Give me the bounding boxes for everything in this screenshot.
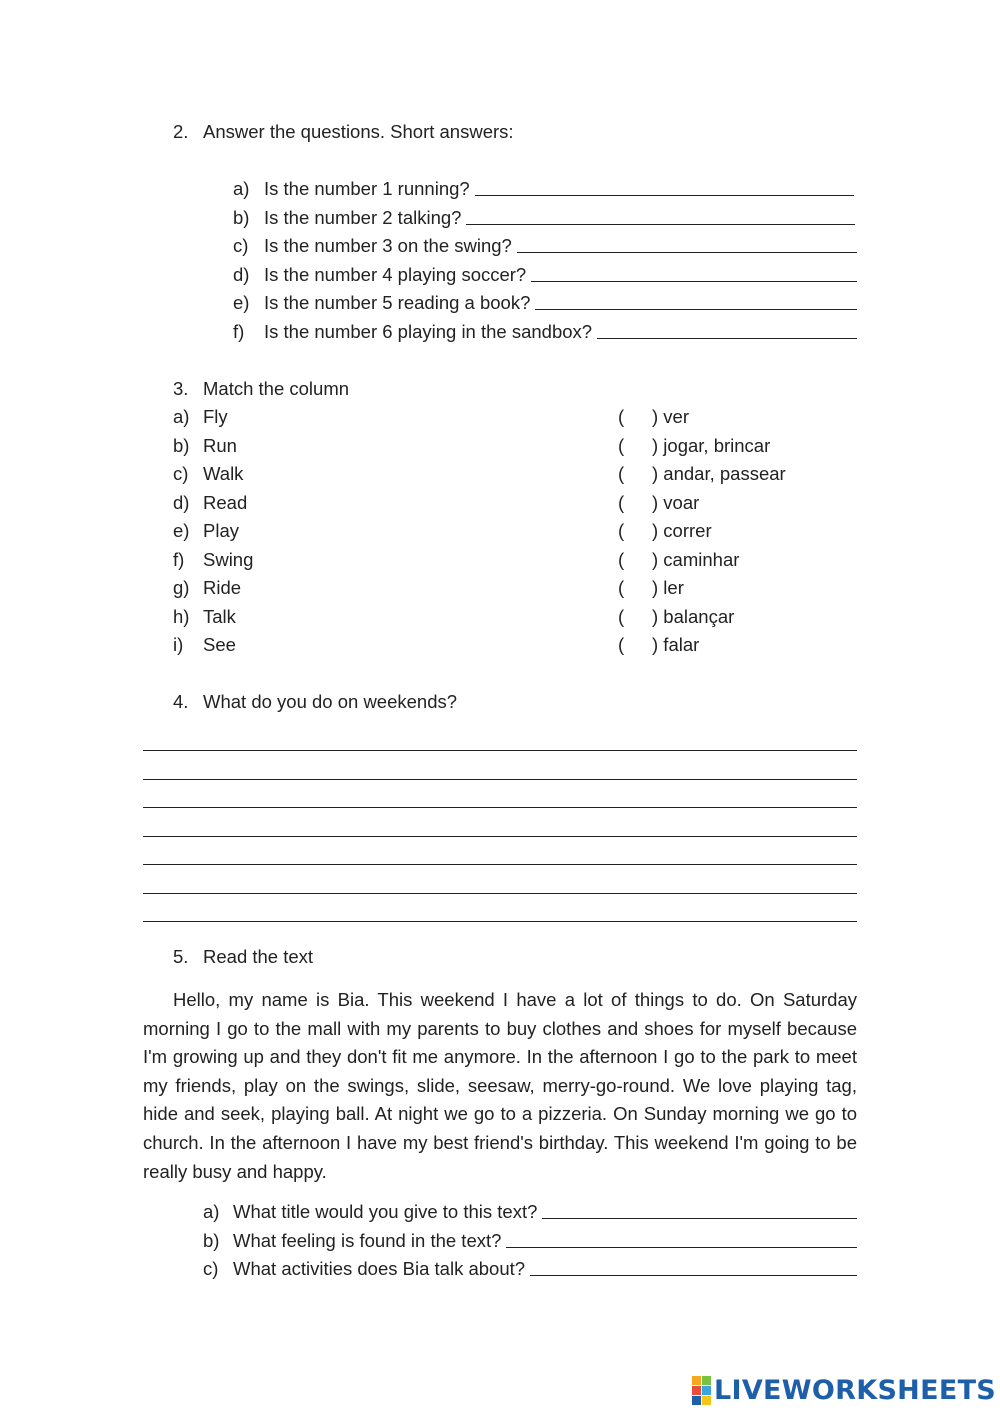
- match-translation: ) falar: [652, 634, 700, 655]
- match-word: Talk: [203, 606, 236, 627]
- q2-item-e: [264, 294, 857, 313]
- q5-item-letter: a): [203, 1201, 220, 1222]
- answer-line[interactable]: [530, 1275, 857, 1276]
- logo-block-icon: [692, 1386, 701, 1395]
- q5-item-b: [233, 1232, 857, 1251]
- match-word: See: [203, 634, 236, 655]
- q5-title: Read the text: [203, 946, 314, 967]
- match-word: Ride: [203, 577, 242, 598]
- match-letter: d): [173, 492, 190, 513]
- match-letter: h): [173, 606, 190, 627]
- match-letter: c): [173, 463, 189, 484]
- logo-block-icon: [702, 1396, 711, 1405]
- match-letter: g): [173, 577, 190, 598]
- q4-number: 4.: [173, 691, 189, 712]
- q5-item-text: What activities does Bia talk about?: [233, 1258, 526, 1279]
- match-translation: ) ler: [652, 577, 684, 598]
- writing-line[interactable]: [143, 921, 857, 922]
- q2-item-text: Is the number 5 reading a book?: [264, 292, 531, 313]
- q2-item-letter: a): [233, 178, 250, 199]
- q2-item-text: Is the number 3 on the swing?: [264, 235, 512, 256]
- q2-item-letter: f): [233, 321, 245, 342]
- answer-line[interactable]: [531, 281, 857, 282]
- q2-item-letter: c): [233, 235, 249, 256]
- reading-paragraph: Hello, my name is Bia. This weekend I have a lot of things to do. On Saturday morning I go to the mall with my parents to buy clothes and shoes for myself because I'm growing up and they don't fit me anymore. In the afternoon I go to the park to meet my friends, play on the swings, slide, seesaw, merry-go-round. We love playing tag, hide and seek, playing ball. At night we go to a pizzeria. On Sunday morning we go to church. In the afternoon I have my best friend's birthday. This weekend I'm going to be really busy and happy.: [143, 989, 857, 1182]
- match-paren-input[interactable]: (: [618, 520, 625, 541]
- logo-block-icon: [702, 1376, 711, 1385]
- match-word: Run: [203, 435, 237, 456]
- q5-item-letter: c): [203, 1258, 219, 1279]
- match-letter: e): [173, 520, 190, 541]
- q5-item-c: [233, 1260, 857, 1279]
- q5-item-text: What title would you give to this text?: [233, 1201, 538, 1222]
- q3-number: 3.: [173, 378, 189, 399]
- q2-item-text: Is the number 1 running?: [264, 178, 470, 199]
- match-translation: ) caminhar: [652, 549, 740, 570]
- match-word: Walk: [203, 463, 244, 484]
- q2-item-f: [264, 323, 857, 342]
- match-letter: b): [173, 435, 190, 456]
- q2-item-a: [264, 180, 854, 199]
- writing-line[interactable]: [143, 750, 857, 751]
- match-word: Swing: [203, 549, 254, 570]
- answer-line[interactable]: [535, 309, 857, 310]
- answer-line[interactable]: [475, 195, 854, 196]
- q2-number: 2.: [173, 121, 189, 142]
- q2-item-text: Is the number 6 playing in the sandbox?: [264, 321, 593, 342]
- match-paren-input[interactable]: (: [618, 634, 625, 655]
- answer-line[interactable]: [597, 338, 857, 339]
- match-translation: ) jogar, brincar: [652, 435, 771, 456]
- q5-number: 5.: [173, 946, 189, 967]
- match-letter: i): [173, 634, 184, 655]
- writing-line[interactable]: [143, 779, 857, 780]
- q2-item-letter: e): [233, 292, 250, 313]
- logo-mark-icon: [692, 1376, 710, 1404]
- q5-item-letter: b): [203, 1230, 220, 1251]
- match-translation: ) andar, passear: [652, 463, 786, 484]
- answer-line[interactable]: [466, 224, 855, 225]
- q5-item-a: [233, 1203, 857, 1222]
- q2-item-letter: b): [233, 207, 250, 228]
- q2-item-text: Is the number 4 playing soccer?: [264, 264, 527, 285]
- q2-item-letter: d): [233, 264, 250, 285]
- logo-block-icon: [692, 1396, 701, 1405]
- match-translation: ) ver: [652, 406, 689, 427]
- match-word: Play: [203, 520, 239, 541]
- match-paren-input[interactable]: (: [618, 406, 625, 427]
- match-paren-input[interactable]: (: [618, 435, 625, 456]
- logo-text: LIVEWORKSHEETS: [714, 1374, 997, 1406]
- q4-title: What do you do on weekends?: [203, 691, 458, 712]
- match-paren-input[interactable]: (: [618, 577, 625, 598]
- q2-item-text: Is the number 2 talking?: [264, 207, 462, 228]
- q3-title: Match the column: [203, 378, 350, 399]
- writing-line[interactable]: [143, 893, 857, 894]
- match-paren-input[interactable]: (: [618, 463, 625, 484]
- q2-title: Answer the questions. Short answers:: [203, 121, 514, 142]
- match-paren-input[interactable]: (: [618, 606, 625, 627]
- liveworksheets-logo: [692, 1372, 996, 1408]
- writing-line[interactable]: [143, 807, 857, 808]
- writing-line[interactable]: [143, 864, 857, 865]
- match-translation: ) voar: [652, 492, 700, 513]
- match-letter: f): [173, 549, 185, 570]
- logo-block-icon: [702, 1386, 711, 1395]
- q2-item-b: [264, 209, 855, 228]
- answer-line[interactable]: [517, 252, 857, 253]
- q2-item-c: [264, 237, 857, 256]
- match-paren-input[interactable]: (: [618, 549, 625, 570]
- writing-line[interactable]: [143, 836, 857, 837]
- match-translation: ) correr: [652, 520, 712, 541]
- logo-block-icon: [692, 1376, 701, 1385]
- match-word: Fly: [203, 406, 228, 427]
- answer-line[interactable]: [542, 1218, 857, 1219]
- match-translation: ) balançar: [652, 606, 735, 627]
- match-paren-input[interactable]: (: [618, 492, 625, 513]
- match-letter: a): [173, 406, 190, 427]
- answer-line[interactable]: [506, 1247, 857, 1248]
- q2-item-d: [264, 266, 857, 285]
- q5-item-text: What feeling is found in the text?: [233, 1230, 502, 1251]
- match-word: Read: [203, 492, 248, 513]
